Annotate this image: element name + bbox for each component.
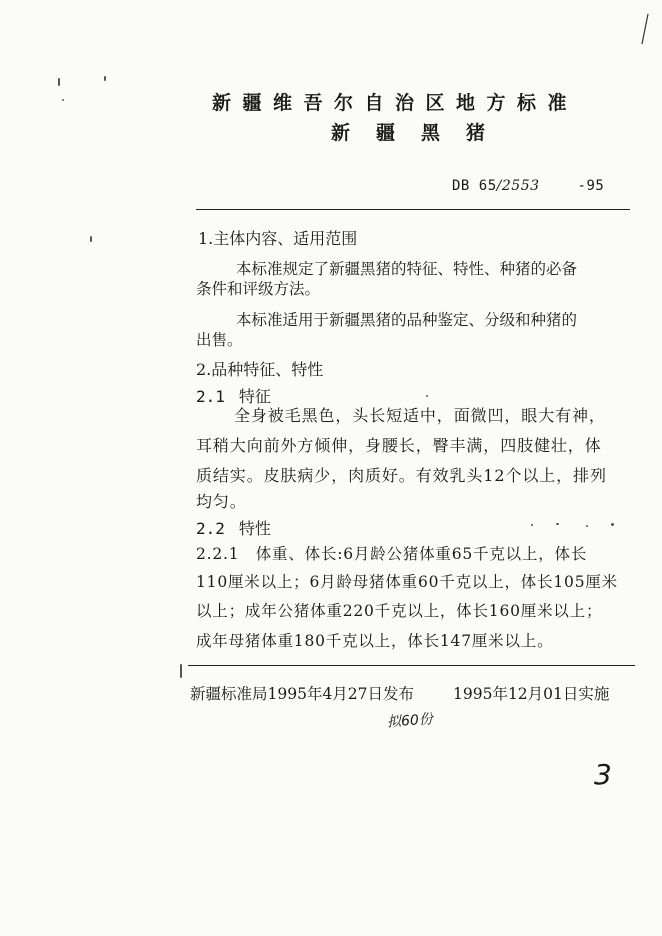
section-2-2-1-line-3: 以上；成年公猪体重220千克以上，体长160厘米以上； — [196, 602, 603, 620]
section-1-heading: 1.主体内容、适用范围 — [198, 229, 358, 248]
scan-speck — [104, 76, 106, 81]
scan-speck — [426, 395, 428, 397]
code-number: /2553 — [496, 178, 540, 194]
section-1-para-2-line-2: 出售。 — [196, 331, 243, 349]
section-2-1-line-2: 耳稍大向前外方倾伸，身腰长，臀丰满，四肢健壮，体 — [196, 436, 602, 455]
effective-date: 1995年12月01日实施 — [453, 685, 610, 703]
page-mark: 3 — [594, 758, 612, 791]
section-2-1-line-4: 均匀。 — [196, 492, 247, 511]
scan-speck — [180, 664, 182, 678]
scan-speck — [586, 525, 588, 527]
scan-speck — [531, 524, 533, 526]
section-2-heading: 2.品种特征、特性 — [196, 360, 324, 379]
scan-speck — [556, 523, 559, 525]
header-rule — [196, 209, 630, 210]
section-2-2-number: 2.2 — [196, 519, 225, 538]
section-2-1-line-1: 全身被毛黑色，头长短适中，面微凹，眼大有神， — [234, 406, 606, 425]
code-suffix: -95 — [577, 178, 605, 194]
footer-rule — [188, 665, 635, 666]
section-2-2-1-line-2: 110厘米以上；6月龄母猪体重60千克以上，体长105厘米 — [196, 573, 618, 591]
scan-speck — [90, 236, 92, 242]
section-2-1-title: 特征 — [238, 387, 271, 406]
handwritten-note: 拟60份 — [386, 711, 434, 731]
document-title: 新疆黑猪 — [331, 122, 512, 144]
section-2-2-title: 特性 — [238, 519, 271, 538]
scan-speck — [611, 523, 614, 526]
section-2-1-number: 2.1 — [196, 387, 225, 406]
code-prefix: DB 65 — [452, 178, 497, 194]
section-2-2-heading — [196, 516, 271, 539]
section-2-2-1-line-4: 成年母猪体重180千克以上，体长147厘米以上。 — [196, 632, 554, 650]
standard-code — [452, 178, 604, 194]
scan-speck — [58, 78, 60, 86]
section-1-para-2-line-1: 本标准适用于新疆黑猪的品种鉴定、分级和种猪的 — [236, 311, 578, 329]
margin-mark-top-right — [634, 12, 654, 48]
section-1-para-1-line-2: 条件和评级方法。 — [196, 280, 321, 298]
section-2-2-1-line-1: 2.2.1 体重、体长:6月龄公猪体重65千克以上，体长 — [196, 545, 588, 563]
section-2-1-line-3: 质结实。皮肤病少，肉质好。有效乳头12个以上，排列 — [196, 466, 607, 485]
org-heading: 新疆维吾尔自治区地方标准 — [212, 92, 579, 114]
scan-speck — [62, 99, 64, 101]
section-1-para-1-line-1: 本标准规定了新疆黑猪的特征、特性、种猪的必备 — [236, 260, 578, 278]
issued-date: 新疆标准局1995年4月27日发布 — [190, 685, 415, 703]
